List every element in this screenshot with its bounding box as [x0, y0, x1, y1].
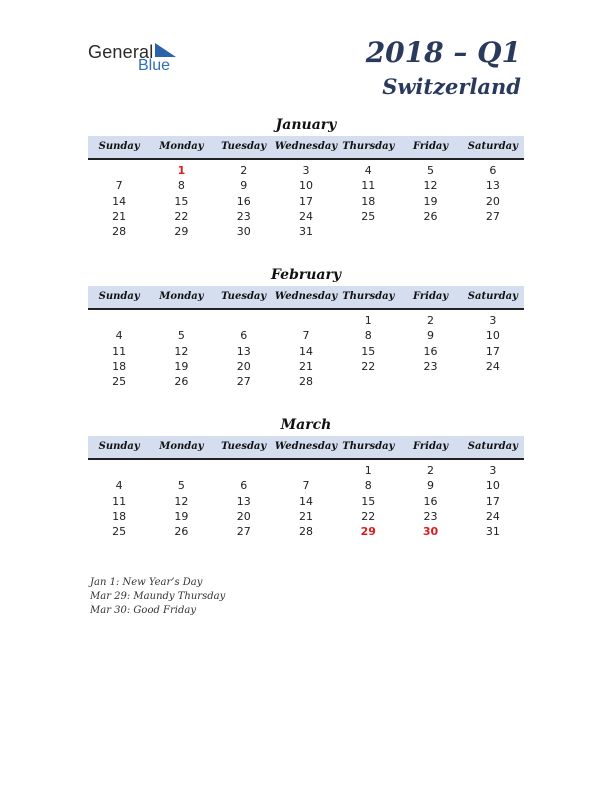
day-cell: 12 [423, 179, 438, 193]
day-cell: 23 [236, 209, 251, 223]
weekday-label: Sunday [98, 141, 140, 152]
day-cell [213, 313, 275, 328]
day-cell: 31 [298, 225, 313, 239]
day-cell [88, 463, 150, 478]
month-name: March [280, 417, 332, 433]
day-cell: 17 [485, 344, 500, 358]
logo [88, 40, 188, 76]
day-cell: 21 [298, 359, 313, 373]
day-cell: 5 [177, 479, 185, 493]
month-calendar [88, 416, 524, 539]
week-row [88, 194, 524, 209]
day-cell: 4 [115, 329, 123, 343]
weekday-header-row [88, 286, 524, 310]
day-cell: 5 [427, 164, 435, 177]
day-cell: 16 [236, 194, 251, 208]
weeks [88, 160, 524, 239]
day-cell: 14 [298, 494, 313, 508]
day-cell: 16 [423, 494, 438, 508]
weekday-label: Wednesday [274, 291, 338, 302]
day-cell: 2 [240, 164, 248, 177]
logo-blue-text: Blue [138, 57, 171, 74]
month-calendar [88, 116, 524, 239]
day-cell: 6 [240, 479, 248, 493]
week-row [88, 524, 524, 539]
weekday-label: Wednesday [274, 441, 338, 452]
day-cell: 2 [427, 464, 435, 477]
month-calendar [88, 266, 524, 389]
weekday-header-row [88, 136, 524, 160]
day-cell: 15 [361, 344, 376, 358]
day-cell [275, 313, 337, 328]
holiday-note: Mar 30: Good Friday [90, 605, 196, 616]
day-cell: 23 [423, 509, 438, 523]
weekday-label: Sunday [98, 291, 140, 302]
day-cell: 8 [364, 329, 372, 343]
week-row [88, 374, 524, 389]
day-cell: 15 [361, 494, 376, 508]
day-cell [462, 374, 524, 389]
day-cell [150, 313, 212, 328]
day-cell: 27 [485, 209, 500, 223]
day-cell: 28 [298, 525, 313, 539]
day-cell: 20 [236, 509, 251, 523]
day-cell: 24 [485, 359, 500, 373]
day-cell: 30 [236, 225, 251, 239]
day-cell [88, 313, 150, 328]
weekday-label: Sunday [98, 441, 140, 452]
day-cell [337, 374, 399, 389]
holiday-day-cell: 30 [422, 525, 439, 539]
day-cell: 9 [240, 179, 248, 193]
day-cell: 18 [112, 359, 127, 373]
week-row [88, 344, 524, 359]
weekday-label: Saturday [467, 441, 518, 452]
weekday-label: Monday [159, 441, 204, 452]
day-cell: 25 [112, 375, 127, 389]
day-cell: 16 [423, 344, 438, 358]
weekday-label: Saturday [467, 141, 518, 152]
day-cell: 11 [361, 179, 376, 193]
week-row [88, 328, 524, 343]
day-cell: 19 [174, 509, 189, 523]
day-cell: 21 [112, 209, 127, 223]
weeks [88, 310, 524, 389]
day-cell: 22 [361, 359, 376, 373]
day-cell: 17 [485, 494, 500, 508]
holiday-notes [90, 576, 225, 618]
day-cell [275, 463, 337, 478]
day-cell [337, 224, 399, 239]
weekday-label: Thursday [342, 441, 395, 452]
day-cell: 9 [427, 329, 435, 343]
holiday-day-cell: 1 [177, 164, 186, 177]
holiday-note: Mar 29: Maundy Thursday [90, 591, 226, 602]
day-cell: 20 [485, 194, 500, 208]
weekday-label: Monday [159, 141, 204, 152]
page-subtitle: Switzerland [382, 74, 521, 99]
week-row [88, 313, 524, 328]
day-cell: 14 [298, 344, 313, 358]
weekday-label: Friday [412, 141, 449, 152]
day-cell: 13 [485, 179, 500, 193]
day-cell [399, 374, 461, 389]
holiday-note: Jan 1: New Year’s Day [90, 577, 203, 588]
week-row [88, 359, 524, 374]
weekday-label: Thursday [342, 291, 395, 302]
month-name: January [275, 117, 337, 133]
day-cell [150, 463, 212, 478]
day-cell: 12 [174, 344, 189, 358]
week-row [88, 478, 524, 493]
day-cell: 4 [364, 164, 372, 177]
weekday-label: Tuesday [221, 441, 267, 452]
day-cell: 3 [489, 464, 497, 477]
weekday-label: Friday [412, 441, 449, 452]
week-row [88, 163, 524, 178]
day-cell: 9 [427, 479, 435, 493]
day-cell: 25 [112, 525, 127, 539]
day-cell [462, 224, 524, 239]
day-cell: 24 [298, 209, 313, 223]
week-row [88, 224, 524, 239]
day-cell: 2 [427, 314, 435, 327]
day-cell: 13 [236, 344, 251, 358]
day-cell: 28 [298, 375, 313, 389]
weekday-label: Friday [412, 291, 449, 302]
day-cell: 27 [236, 525, 251, 539]
day-cell: 19 [423, 194, 438, 208]
day-cell: 22 [174, 209, 189, 223]
day-cell: 18 [361, 194, 376, 208]
month-name: February [270, 267, 341, 283]
weekday-label: Tuesday [221, 291, 267, 302]
weekday-header-row [88, 436, 524, 460]
weekday-label: Thursday [342, 141, 395, 152]
day-cell: 8 [177, 179, 185, 193]
week-row [88, 509, 524, 524]
week-row [88, 463, 524, 478]
day-cell: 12 [174, 494, 189, 508]
day-cell: 1 [364, 464, 372, 477]
week-row [88, 209, 524, 224]
day-cell: 10 [485, 479, 500, 493]
logo-general-text: General [88, 42, 154, 62]
page-title: 2018 – Q1 [365, 36, 521, 69]
day-cell [213, 463, 275, 478]
day-cell: 25 [361, 209, 376, 223]
day-cell: 27 [236, 375, 251, 389]
day-cell [399, 224, 461, 239]
weekday-label: Tuesday [221, 141, 267, 152]
day-cell: 7 [115, 179, 123, 193]
day-cell: 18 [112, 509, 127, 523]
day-cell: 10 [485, 329, 500, 343]
holiday-day-cell: 29 [360, 525, 376, 539]
day-cell: 22 [361, 509, 376, 523]
day-cell: 3 [489, 314, 497, 327]
day-cell: 3 [302, 164, 310, 177]
day-cell: 4 [115, 479, 123, 493]
day-cell: 26 [174, 375, 189, 389]
weeks [88, 460, 524, 539]
day-cell: 15 [174, 194, 189, 208]
week-row [88, 494, 524, 509]
day-cell: 20 [236, 359, 251, 373]
day-cell: 11 [112, 344, 127, 358]
day-cell: 31 [485, 525, 500, 539]
day-cell: 7 [302, 479, 310, 493]
day-cell: 23 [423, 359, 438, 373]
day-cell: 28 [112, 225, 127, 239]
day-cell [88, 163, 150, 178]
day-cell: 13 [236, 494, 251, 508]
day-cell: 24 [485, 509, 500, 523]
day-cell: 5 [177, 329, 185, 343]
day-cell: 26 [174, 525, 189, 539]
weekday-label: Saturday [467, 291, 518, 302]
day-cell: 11 [112, 494, 127, 508]
day-cell: 17 [298, 194, 313, 208]
day-cell: 7 [302, 329, 310, 343]
day-cell: 8 [364, 479, 372, 493]
logo-triangle-icon [155, 43, 176, 57]
day-cell: 21 [298, 509, 313, 523]
day-cell: 14 [112, 194, 127, 208]
weekday-label: Wednesday [274, 141, 338, 152]
day-cell: 29 [174, 225, 189, 239]
day-cell: 26 [423, 209, 438, 223]
day-cell: 10 [298, 179, 313, 193]
day-cell: 6 [489, 164, 497, 177]
week-row [88, 178, 524, 193]
day-cell: 6 [240, 329, 248, 343]
day-cell: 19 [174, 359, 189, 373]
weekday-label: Monday [159, 291, 204, 302]
day-cell: 1 [364, 314, 372, 327]
